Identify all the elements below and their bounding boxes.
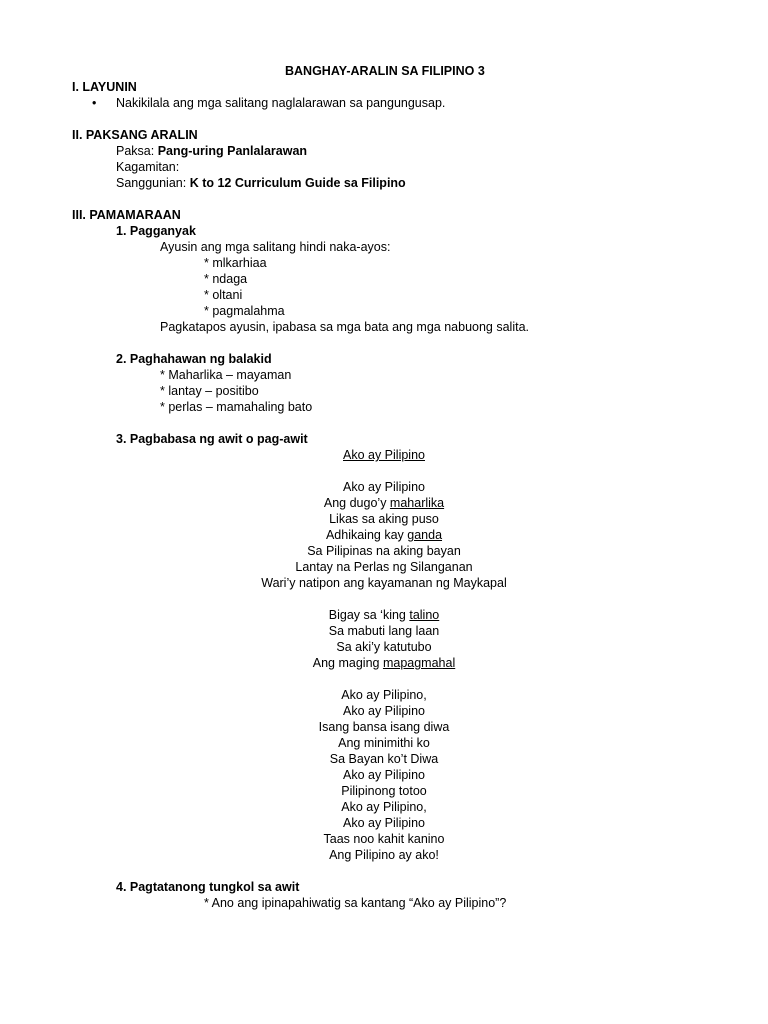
scrambled-word: * oltani — [204, 288, 243, 302]
song-line: Wari’y natipon ang kayamanan ng Maykapal — [261, 576, 507, 590]
awit-heading: 3. Pagbabasa ng awit o pag-awit — [116, 432, 308, 446]
section-heading-paksang-aralin: II. PAKSANG ARALIN — [72, 128, 198, 142]
paksa-line — [116, 143, 307, 159]
song-line-text: Bigay sa ‘king — [328, 608, 410, 622]
song-title: Ako ay Pilipino — [343, 448, 425, 462]
song-line-underlined: talino — [409, 608, 440, 622]
scrambled-word: * ndaga — [204, 272, 248, 286]
song-line-text: Adhikaing kay — [325, 528, 408, 542]
balakid-item: * perlas – mamahaling bato — [160, 400, 313, 414]
song-line: Sa Bayan ko’t Diwa — [329, 752, 439, 766]
sanggunian-label: Sanggunian: — [116, 176, 190, 190]
paksa-label: Paksa: — [116, 144, 158, 158]
song-line: Ako ay Pilipino — [343, 704, 425, 718]
sanggunian-line — [116, 175, 406, 191]
song-line: Sa aki’y katutubo — [336, 640, 432, 654]
song-line: Ang minimithi ko — [338, 736, 430, 750]
song-line: Likas sa aking puso — [329, 512, 439, 526]
paksa-value: Pang-uring Panlalarawan — [157, 144, 308, 158]
kagamitan-label: Kagamitan: — [116, 160, 180, 174]
song-line: Isang bansa isang diwa — [318, 720, 450, 734]
section-heading-layunin: I. LAYUNIN — [72, 80, 137, 94]
song-line: Lantay na Perlas ng Silanganan — [295, 560, 473, 574]
song-line: Pilipinong totoo — [341, 784, 427, 798]
song-line — [0, 495, 768, 511]
song-line — [0, 607, 768, 623]
song-line-text: Ang dugo’y — [323, 496, 390, 510]
document-title: BANGHAY-ARALIN SA FILIPINO 3 — [285, 64, 485, 78]
sanggunian-value: K to 12 Curriculum Guide sa Filipino — [189, 176, 406, 190]
scrambled-word: * pagmalahma — [204, 304, 285, 318]
song-line — [0, 655, 768, 671]
pagganyak-instruction: Ayusin ang mga salitang hindi naka-ayos: — [160, 240, 391, 254]
pagtatanong-question: * Ano ang ipinapahiwatig sa kantang “Ako ay Pilipino”? — [204, 896, 507, 910]
song-line: Ako ay Pilipino — [343, 768, 425, 782]
balakid-item: * Maharlika – mayaman — [160, 368, 292, 382]
balakid-item: * lantay – positibo — [160, 384, 259, 398]
bullet-icon: • — [92, 96, 97, 110]
pagganyak-after: Pagkatapos ayusin, ipabasa sa mga bata ang mga nabuong salita. — [160, 320, 530, 334]
song-line: Taas noo kahit kanino — [323, 832, 445, 846]
song-line: Ang Pilipino ay ako! — [329, 848, 439, 862]
song-line: Ako ay Pilipino, — [341, 800, 427, 814]
song-line: Sa Pilipinas na aking bayan — [307, 544, 461, 558]
section-heading-pamamaraan: III. PAMAMARAAN — [72, 208, 181, 222]
pagtatanong-heading: 4. Pagtatanong tungkol sa awit — [116, 880, 300, 894]
layunin-item: Nakikilala ang mga salitang naglalarawan sa pangungusap. — [116, 96, 446, 110]
balakid-heading: 2. Paghahawan ng balakid — [116, 352, 272, 366]
song-line-underlined: mapagmahal — [382, 656, 456, 670]
song-line-underlined: maharlika — [389, 496, 445, 510]
song-line — [0, 527, 768, 543]
song-line: Ako ay Pilipino — [343, 480, 425, 494]
song-line: Sa mabuti lang laan — [328, 624, 440, 638]
song-line-underlined: ganda — [407, 528, 443, 542]
scrambled-word: * mlkarhiaa — [204, 256, 267, 270]
song-line-text: Ang maging — [312, 656, 383, 670]
song-line: Ako ay Pilipino — [343, 816, 425, 830]
pagganyak-heading: 1. Pagganyak — [116, 224, 196, 238]
song-line: Ako ay Pilipino, — [341, 688, 427, 702]
